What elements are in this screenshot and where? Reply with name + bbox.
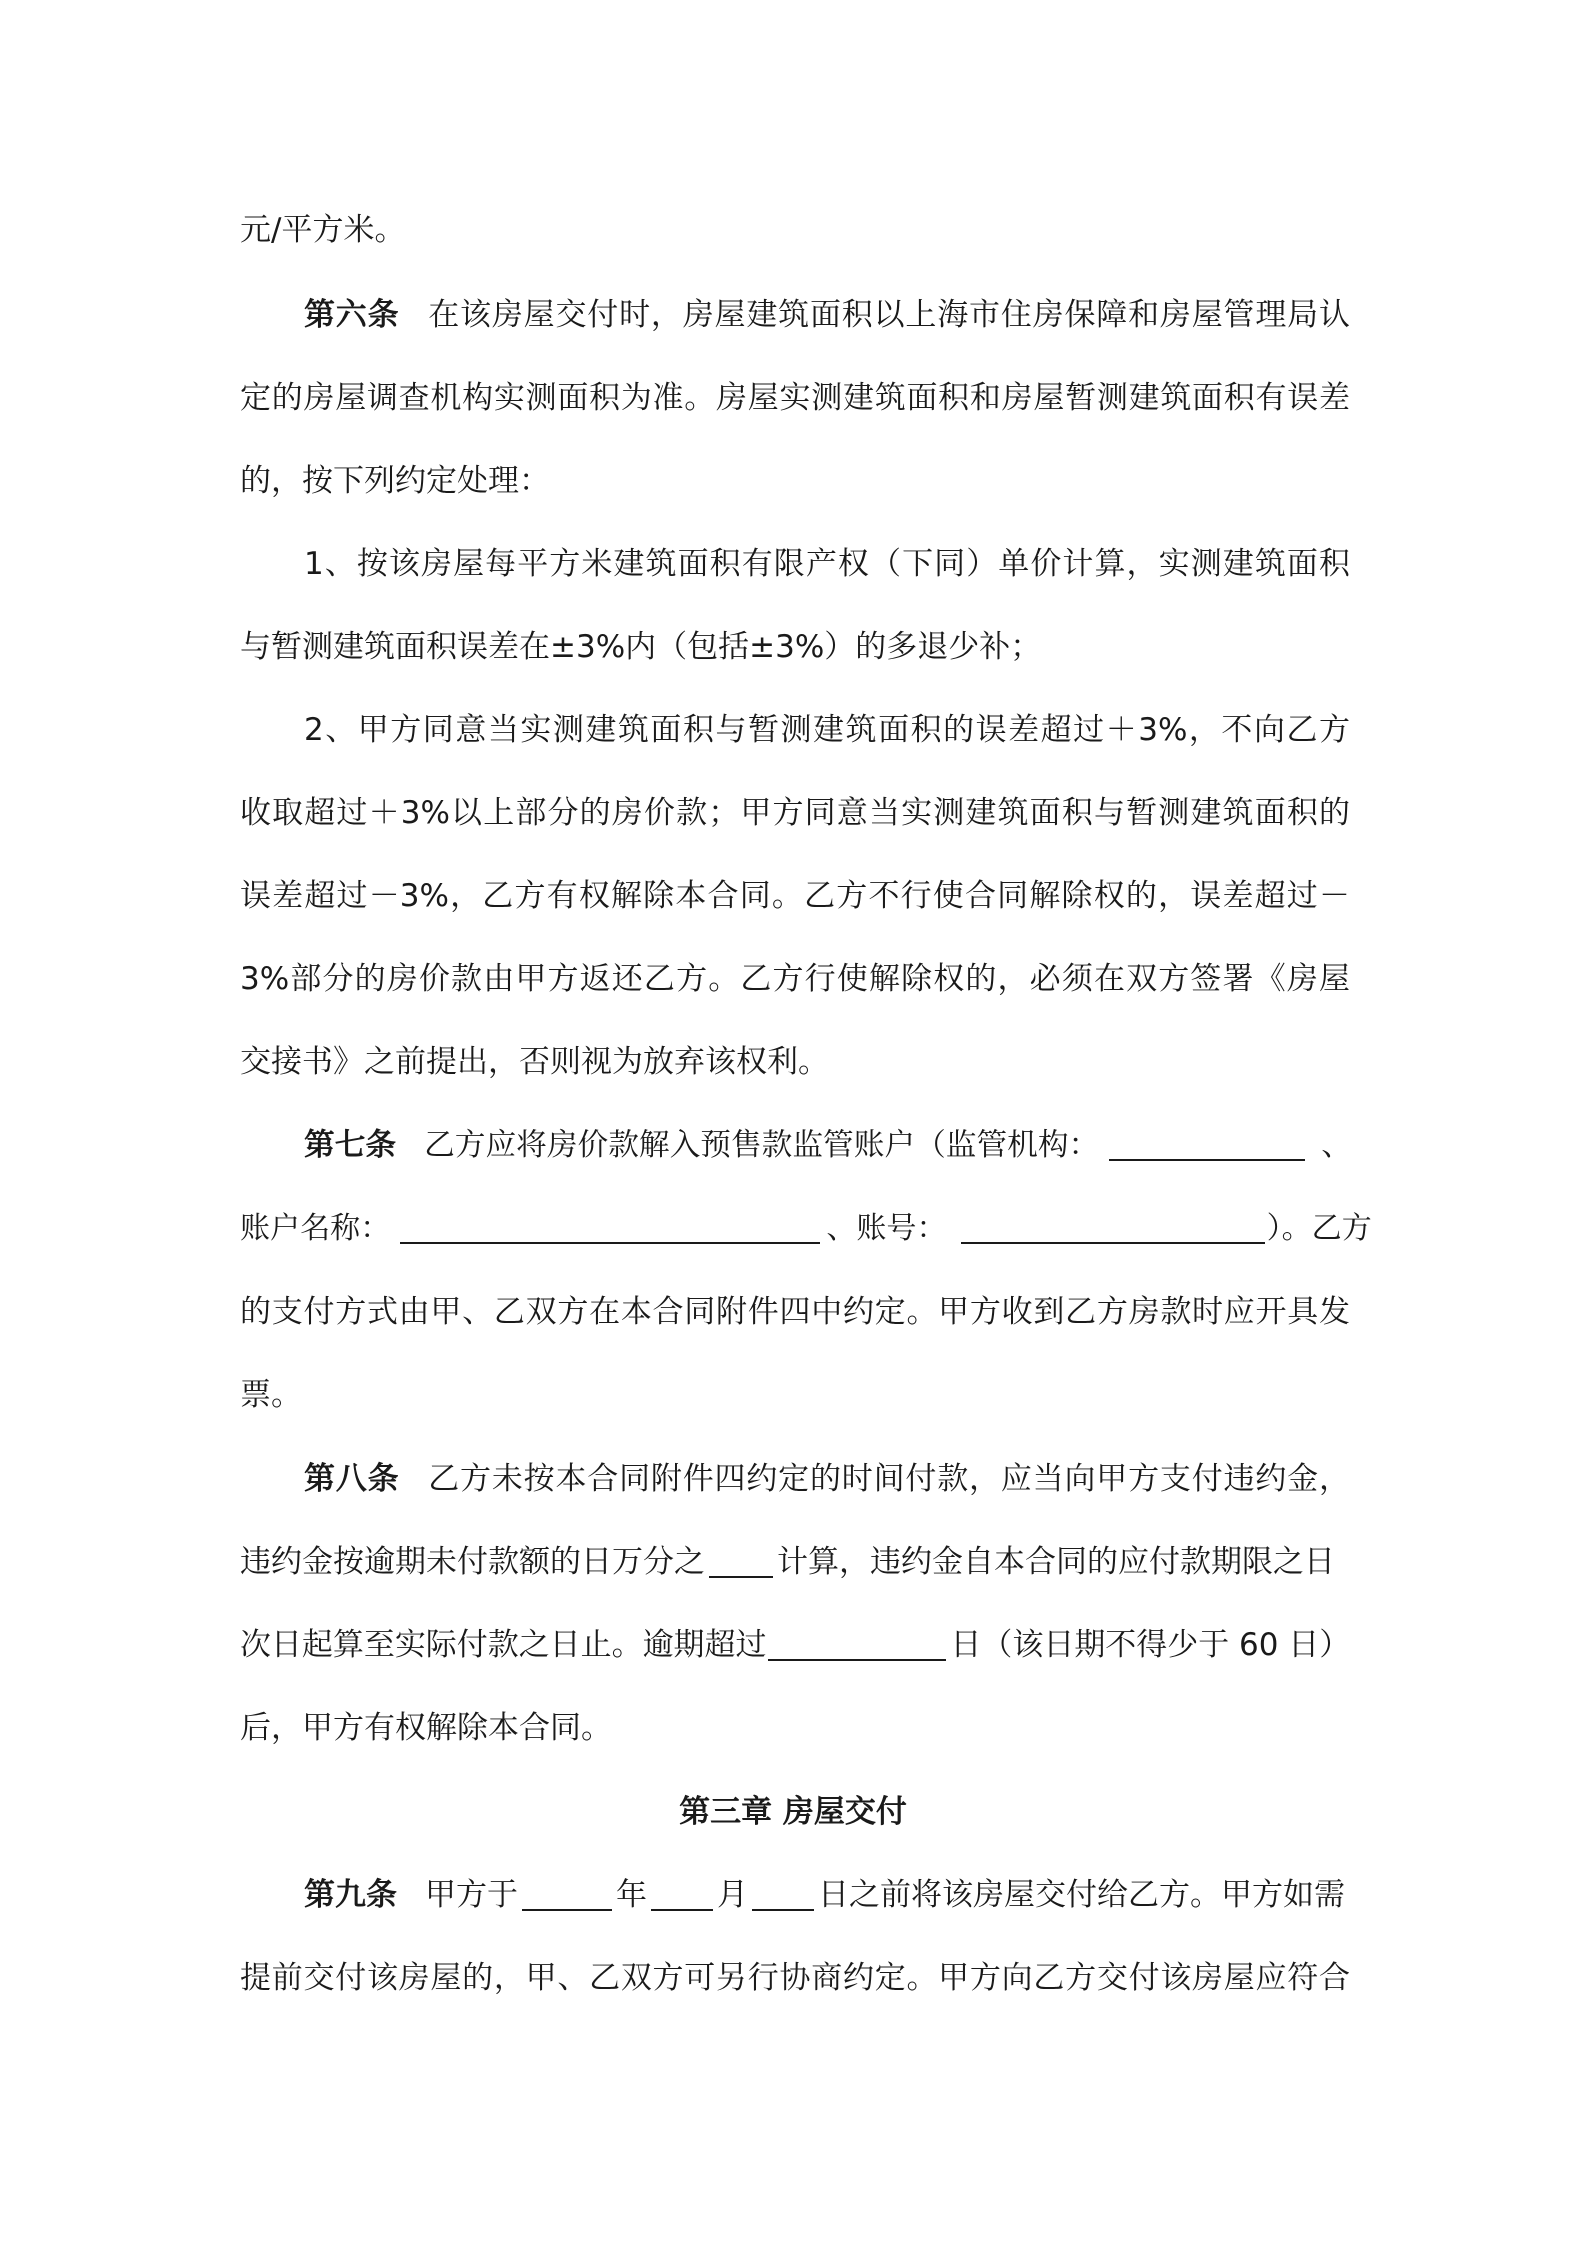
- chapter-heading: 第三章 房屋交付: [679, 1794, 907, 1830]
- supervisor-blank: [1109, 1125, 1305, 1161]
- text-fragment: 票。: [240, 1377, 302, 1413]
- text-fragment: 、: [1321, 1128, 1352, 1163]
- article-6-label: 第六条: [304, 297, 400, 333]
- article-9-line-2: [240, 1956, 1350, 2000]
- item-2-line-5: [240, 1040, 1350, 1084]
- text-fragment: 乙方应将房价款解入预售款监管账户（监管机构：: [424, 1128, 1100, 1163]
- text-fragment: 1、按该房屋每平方米建筑面积有限产权（下同）单价计算，实测建筑面积: [304, 546, 1350, 582]
- text-fragment: 的，按下列约定处理：: [240, 463, 550, 499]
- article-9-label: 第九条: [304, 1877, 397, 1913]
- text-fragment: 后，甲方有权解除本合同。: [240, 1710, 612, 1746]
- text-fragment: 误差超过－3%，乙方有权解除本合同。乙方不行使合同解除权的，误差超过－: [240, 878, 1350, 914]
- overdue-days-blank: [768, 1625, 946, 1661]
- text-fragment: 收取超过＋3%以上部分的房价款；甲方同意当实测建筑面积与暂测建筑面积的: [240, 795, 1350, 831]
- item-1-line-2: [240, 625, 1350, 669]
- text-fragment: 2、甲方同意当实测建筑面积与暂测建筑面积的误差超过＋3%，不向乙方: [304, 712, 1350, 748]
- text-fragment: 乙方未按本合同附件四约定的时间付款，应当向甲方支付违约金，: [427, 1461, 1350, 1497]
- item-1-line-1: [304, 542, 1350, 586]
- article-8-line-2: [240, 1540, 1350, 1584]
- article-6-line-2: [240, 376, 1350, 420]
- text-fragment: 日（该日期不得少于 60 日）: [950, 1627, 1351, 1663]
- article-7-line-4: [240, 1373, 1350, 1417]
- article-8-line-4: [240, 1706, 1350, 1750]
- text-fragment: 提前交付该房屋的，甲、乙双方可另行协商约定。甲方向乙方交付该房屋应符合: [240, 1960, 1350, 1996]
- month-blank: [651, 1875, 713, 1911]
- article-7-line-2: [240, 1207, 1372, 1251]
- text-fragment: 定的房屋调查机构实测面积为准。房屋实测建筑面积和房屋暂测建筑面积有误差: [240, 380, 1350, 416]
- article-7-line-1: [304, 1124, 1350, 1168]
- article-8-label: 第八条: [304, 1461, 400, 1497]
- article-7-line-3: [240, 1290, 1350, 1334]
- article-8-line-1: [304, 1457, 1350, 1501]
- account-number-blank: [961, 1208, 1265, 1244]
- item-2-line-2: [240, 791, 1350, 835]
- item-2-line-3: [240, 874, 1350, 918]
- item-2-line-4: [240, 957, 1350, 1001]
- paragraph-line: [240, 208, 1350, 252]
- text-fragment: 交接书》之前提出，否则视为放弃该权利。: [240, 1044, 829, 1080]
- text-fragment: 账户名称：: [240, 1211, 391, 1246]
- penalty-rate-blank: [709, 1542, 773, 1578]
- text-fragment: 次日起算至实际付款之日止。逾期超过: [240, 1627, 767, 1663]
- text-fragment: ）。乙方: [1266, 1211, 1372, 1246]
- text-fragment: 甲方于: [425, 1877, 518, 1913]
- text-fragment: 计算，违约金自本合同的应付款期限之日: [777, 1544, 1335, 1580]
- article-9-line-1: [304, 1873, 1350, 1917]
- text-fragment: 违约金按逾期未付款额的日万分之: [240, 1544, 705, 1580]
- text-fragment: 元/平方米。: [240, 212, 406, 248]
- text-fragment: 与暂测建筑面积误差在±3%内（包括±3%）的多退少补；: [240, 629, 1042, 665]
- item-2-line-1: [304, 708, 1350, 752]
- text-fragment: 的支付方式由甲、乙双方在本合同附件四中约定。甲方收到乙方房款时应开具发: [240, 1294, 1350, 1330]
- day-blank: [752, 1875, 814, 1911]
- article-6-line-3: [240, 459, 1350, 503]
- article-6-line-1: [304, 293, 1350, 337]
- text-fragment: 、账号：: [826, 1211, 947, 1246]
- text-fragment: 年: [616, 1877, 647, 1913]
- text-fragment: 3%部分的房价款由甲方返还乙方。乙方行使解除权的，必须在双方签署《房屋: [240, 961, 1350, 997]
- article-7-label: 第七条: [304, 1128, 397, 1163]
- account-name-blank: [400, 1208, 820, 1244]
- text-fragment: 在该房屋交付时，房屋建筑面积以上海市住房保障和房屋管理局认: [427, 297, 1350, 333]
- text-fragment: 日之前将该房屋交付给乙方。甲方如需: [818, 1877, 1345, 1913]
- article-8-line-3: [240, 1623, 1350, 1667]
- text-fragment: 月: [717, 1877, 748, 1913]
- year-blank: [522, 1875, 612, 1911]
